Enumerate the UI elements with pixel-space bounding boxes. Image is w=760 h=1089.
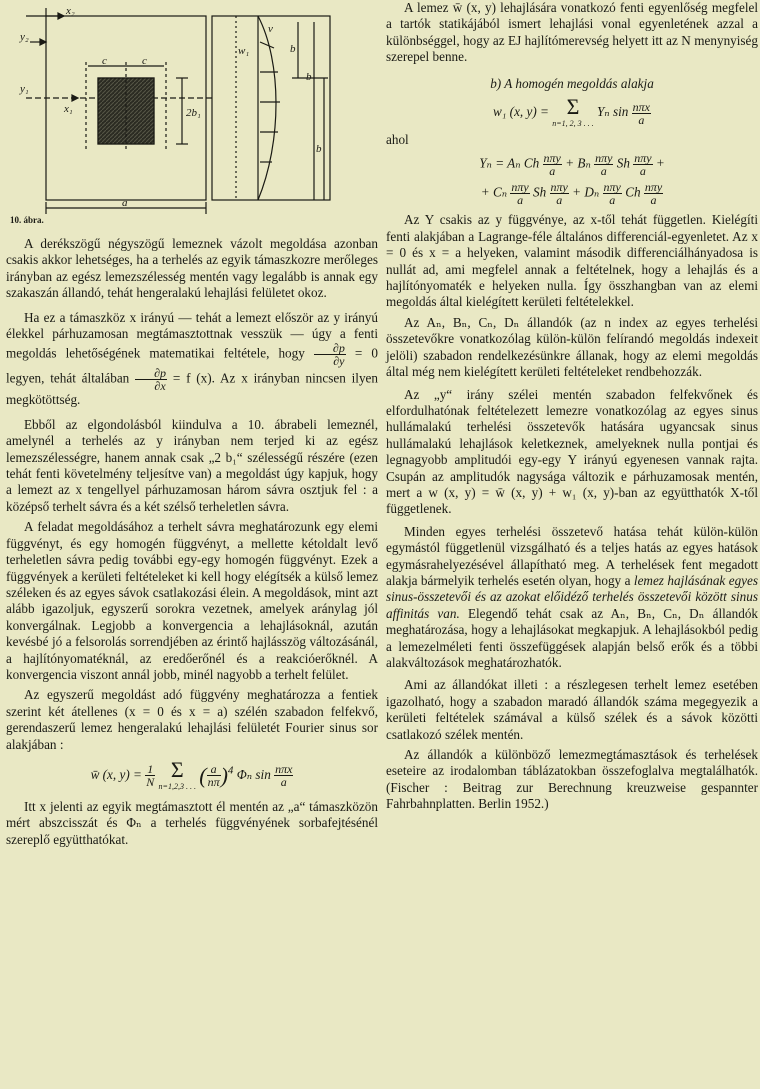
eq4-f2-den: a — [556, 193, 563, 208]
ahol-label: ahol — [386, 132, 409, 148]
equation-1: w̄ (x, y) = $\frac{1}{N}$ Σ n=1,2,3 . . . ( $\frac{a}{n\pi}$ )$^4$ Φₙ sin $\frac{\text{nπx}}{a}$ — [90, 756, 293, 791]
eq4-f3-num: nπy — [603, 180, 621, 195]
eq4-f2-num: nπy — [550, 180, 568, 195]
eq1-sum-lim: n=1,2,3 . . . — [158, 781, 196, 791]
equation-2 — [386, 96, 758, 130]
eq1-phi: Φₙ sin — [236, 767, 271, 782]
left-paragraph-6: Itt x jelenti az egyik megtámasztott él mentén az „a“ támaszközön mért abszcisszát és Φₙ a terhelés függvényének sorbafejtésénél szereplő együtthatókat. — [6, 798, 378, 847]
eq3-f3 — [633, 152, 652, 177]
eq1-frac-den: nπ — [207, 775, 220, 790]
label-b-c: b — [316, 143, 322, 155]
eq4-f4 — [644, 181, 663, 206]
label-2b1: 2b₁ — [186, 107, 201, 119]
eq1-coef-num: 1 — [145, 763, 155, 776]
left-paragraph-3: Ebből az elgondolásból kiindulva a 10. ábrabeli lemeznél, amelynél a terhelés az y irányban nem terjed ki az egész lemezszélességre, hanem annak csak „2 b₁“ szélességű részére (ezen tehát fenti követelmény teljesítve van) a megoldást úgy kapjuk, hogy a lemezt az x tengellyel párhuzamosan három sávra osztjuk fel : a középső terhelt sávra és a két szélső terheletlen sávra. — [6, 416, 378, 514]
eq2-frac — [632, 101, 651, 126]
right-paragraph-6: Ami az állandókat illeti : a részlegesen terhelt lemez esetében igazolható, hogy a szabadon maradó állandók száma megegyezik a kerületi feltételek számával a külső szélek és a sávok közötti csatlakozó szélek mentén. — [386, 677, 758, 742]
label-x2: x₂ — [66, 5, 75, 17]
eq4-c: + Dₙ — [572, 184, 600, 200]
eq1-frac-num: a — [207, 763, 221, 776]
eq4-f1 — [510, 181, 529, 206]
label-v: v — [268, 23, 273, 35]
left-p2-text-a: Ha ez a támaszköz x irányú — tehát a lemezt először az y irányú élekkel párhuzamosan megtámasztottnak vesszük — úgy a fenti megoldás lehetőségének matematikai feltétele, hogy — [6, 309, 378, 361]
right-paragraph-4: Az „y“ irány szélei mentén szabadon felfekvőnek és elfordulhatónak feltételezett lemezre vonatkozólag az egyes sinus hullámalakú terhelési összetevők hatására ugyancsak sinus hullámalakú lehajlások keletkeznek, amelyeknek nulla pontjai és legnagyobb amplitudói egy-egy Y irányú egyenesen vannak rajta. Csupán az amplitudók nagysága változik e párhuzamosak mentén, mert a w (x, y) = w̄ (x, y) + w₁ (x, y)-ban az együtthatók X-től függetlenek. — [386, 386, 758, 517]
right-p5-text-a: Minden egyes terhelési összetevő hatása tehát külön-külön egymástól függetlenül vizsgálható és a teljes hatás az egyes hatások egymásrahelyezésével állapítható meg. A terhelések fent megadott alakja bármelyik terhelés esetén olyan, hogy a — [386, 523, 758, 588]
plate-diagram — [6, 2, 378, 224]
label-y1: y₁ — [20, 83, 29, 95]
eq3-c: Sh — [616, 155, 630, 171]
left-paragraph-4: A feladat megoldásához a terhelt sávra meghatározunk egy elemi függvényt, és egy homogén függvényt, a mellette kétoldalt levő terheletlen sávra pedig további egy-egy homogén függvényt. Ezek a függvények a kerületi feltételeket ki kell hogy elégítsék a külső lemez széleken és az egyes sávok csatlakozási élein. A megoldások, mint azt alább igazoljuk, egyszerű sorokra vezetnek, amelyek aránylag jól konvergálnak. Legjobb a konvergencia a lehajlásoknál, azután kevésbé jó a felsorolás sorrendjében az érintő hajlásszög változásánál, a hajlítónyomatéknál, az eredőerőnél és a reakcióerőknél. A konvergencia viszont annál jobb, minél nagyobb a terhelt felület. — [6, 519, 378, 682]
label-y2: y₂ — [20, 31, 29, 43]
equation-3 — [386, 152, 758, 177]
eq4-f1-num: nπy — [511, 180, 529, 195]
equation-4 — [386, 181, 758, 206]
figure-caption: 10. ábra. — [10, 215, 44, 225]
eq3-f1 — [543, 152, 562, 177]
eq1-frac — [207, 763, 221, 788]
eq3-a: Yₙ = Aₙ Ch — [479, 155, 540, 171]
cond2-fraction — [135, 367, 167, 392]
label-b-a: b — [290, 43, 296, 55]
eq4-d: Ch — [625, 184, 641, 200]
eq3-f2 — [594, 152, 613, 177]
cond2-num: ∂p — [135, 367, 167, 380]
eq3-f2-num: nπy — [595, 151, 613, 166]
eq4-f1-den: a — [517, 193, 524, 208]
eq1-sin-num: nπx — [275, 762, 293, 777]
right-paragraph-7: Az állandók a különböző lemezmegtámasztások és terhelések eseteire az irodalomban táblázatokban összefoglalva megtalálhatók. (Fischer : Beitrag zur Berechnung kreuzweise gespannter Fahrbahnplatten. Berlin 1952.) — [386, 747, 758, 812]
cond1-den: ∂y — [333, 354, 345, 369]
figure-10 — [6, 2, 378, 224]
label-c2: c — [142, 55, 147, 67]
eq1-sin-arg — [274, 763, 293, 788]
left-p2-text-b: = 0 legyen, tehát általában — [6, 345, 379, 386]
eq4-f3 — [603, 181, 622, 206]
eq1-sum: Σ n=1,2,3 . . . — [158, 756, 196, 791]
eq2-den: a — [638, 112, 645, 127]
left-column — [6, 0, 378, 848]
eq2-num: nπx — [632, 99, 650, 114]
label-b-b: b — [306, 71, 312, 83]
eq3-f3-num: nπy — [634, 151, 652, 166]
eq1-lhs: w̄ (x, y) = — [90, 767, 142, 782]
right-column — [386, 0, 758, 813]
eq3-f1-num: nπy — [543, 151, 561, 166]
eq1-coef-den: N — [146, 775, 155, 790]
eq4-f2 — [550, 181, 569, 206]
eq2-sum: Σ n=1, 2, 3 . . . — [552, 94, 594, 129]
right-paragraph-5 — [386, 524, 758, 672]
eq2-lhs: w₁ (x, y) = — [493, 104, 549, 120]
left-paragraph-5: Az egyszerű megoldást adó függvény meghatározza a fentiek szerint két átellenes (x = 0 és x = a) szélén szabadon felfekvő, gerendaszerű lemez hengeralakú lehajlási felületét Fourier sinus sor alakjában : — [6, 687, 378, 752]
section-frame — [212, 16, 330, 200]
eq2-sum-lim: n=1, 2, 3 . . . — [552, 119, 594, 129]
label-a: a — [122, 197, 128, 209]
eq3-f1-den: a — [549, 164, 556, 179]
cond1-num: ∂p — [314, 342, 346, 355]
section-heading: b) A homogén megoldás alakja — [490, 75, 654, 91]
right-paragraph-1: A lemez w̄ (x, y) lehajlására vonatkozó fenti egyenlőség megfelel a tartók statikájából ismert lehajlási vonal egyenletének azzal a különbséggel, hogy az EJ hajlítómerevség helyett itt az N menynyiség szerepel benne. — [386, 0, 758, 65]
cond2-den: ∂x — [154, 379, 166, 394]
eq3-d: + — [655, 155, 665, 171]
label-c1: c — [102, 55, 107, 67]
right-paragraph-3: Az Aₙ, Bₙ, Cₙ, Dₙ állandók (az n index az egyes terhelési összetevőkre vonatkozólag külön-külön felírandó megoldás indexeit jelöli) szabadon rendelkezésünkre állanak, hogy az elemi megoldás által még nem kielégített kerületi feltételeket rendbehozzák. — [386, 314, 758, 380]
eq2-rhs: Yₙ sin — [596, 104, 629, 120]
eq4-a: + Cₙ — [480, 184, 508, 200]
eq4-f4-num: nπy — [644, 180, 663, 195]
eq1-sin-den: a — [280, 775, 287, 790]
left-paragraph-1: A derékszögű négyszögű lemeznek vázolt megoldása azonban csakis akkor lehetséges, ha a terhelés az egyik támaszkozre merőleges irányban az egész lemezszélesség mentén vagy legalább is annak egy szakaszán állandó, tehát hengeralakú lehajlási felületet okoz. — [6, 236, 378, 301]
eq4-b: Sh — [533, 184, 547, 200]
eq3-f2-den: a — [600, 164, 607, 179]
eq1-pow: 4 — [227, 764, 234, 777]
right-p5-italic: lemez hajlásának egyes sinus-összetevői és az azokat előidéző terhelés összetevői között sinus affinitás van. — [386, 572, 758, 621]
eq3-b: + Bₙ — [565, 155, 591, 171]
eq4-f3-den: a — [609, 193, 616, 208]
cond1-fraction — [314, 342, 346, 367]
right-paragraph-2: Az Y csakis az y függvénye, az x-től tehát független. Kielégíti fenti alakjában a Lagrange-féle általános differenciál-egyenletet. Az x = 0 és x = a helyeken, valamint második differenciálhányadosa is nullát ad, ami megfelel annak a feltételnek, hogy a lehajlás és a hajlítónyomaték e helyeken nulla. Így összhangban van az elemi megoldás által kielégített kerületi feltételekkel. — [386, 212, 758, 310]
left-paragraph-2 — [6, 310, 378, 409]
eq4-f4-den: a — [650, 193, 657, 208]
eq1-coef — [145, 763, 155, 788]
eq3-f3-den: a — [639, 164, 646, 179]
right-p5-text-b: Elegendő tehát csak az Aₙ, Bₙ, Cₙ, Dₙ állandók meghatározása, hogy a lehajlásokat megkapjuk. A lehajlásokból pedig a lemezelméleti fenti összefüggések alapján belső erők és a többi alakváltozások meghatározhatók. — [386, 605, 759, 670]
label-x1: x₁ — [64, 103, 73, 115]
label-w1: w₁ — [238, 45, 250, 57]
left-p2-text-c: = f (x). Az x irányban nincsen ilyen megkötöttség. — [6, 370, 379, 408]
